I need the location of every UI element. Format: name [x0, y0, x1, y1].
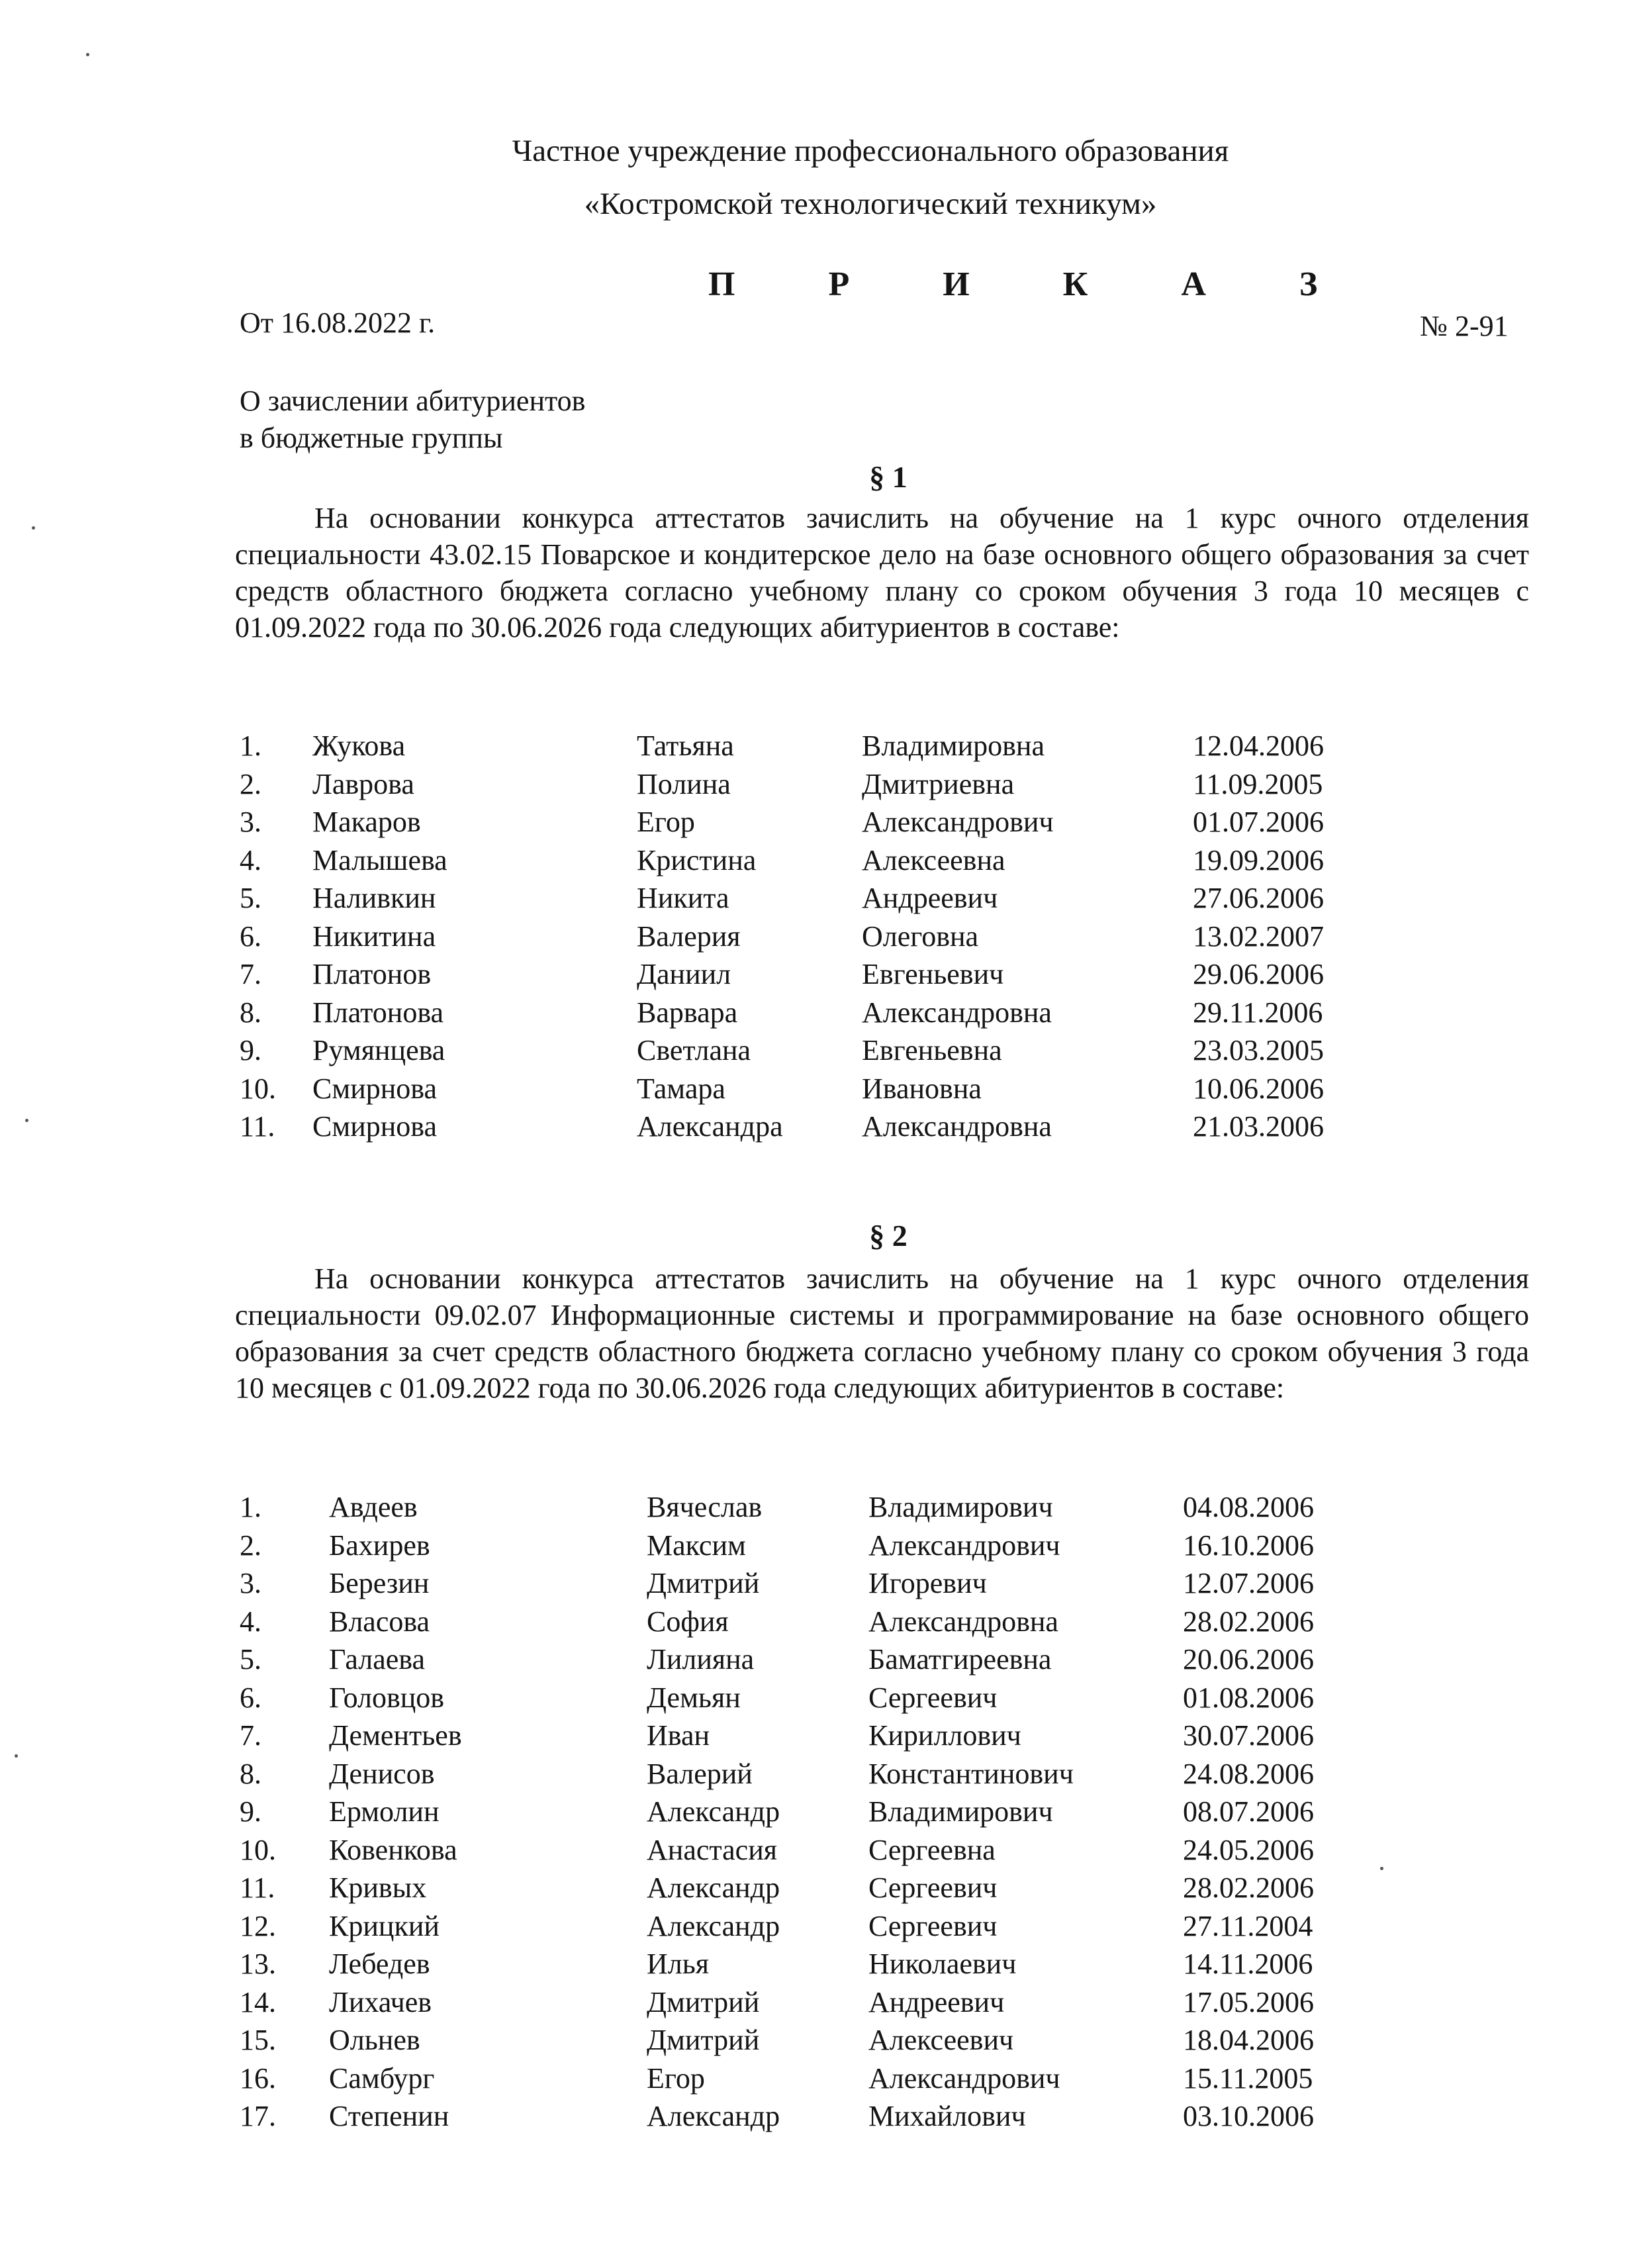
patronymic: Константинович — [868, 1757, 1074, 1790]
subject-line1: О зачислении абитуриентов — [240, 385, 586, 417]
table-row — [240, 1983, 1348, 2022]
first-name: Егор — [647, 2061, 705, 2095]
row-number: 7. — [240, 1719, 261, 1752]
last-name: Макаров — [312, 806, 421, 838]
order-number: № 2-91 — [1420, 310, 1509, 342]
table-row — [240, 765, 1358, 804]
patronymic: Кириллович — [868, 1719, 1021, 1752]
table-row — [240, 1869, 1348, 1907]
row-number: 1. — [240, 1491, 261, 1523]
subject-line2: в бюджетные группы — [240, 422, 503, 454]
patronymic: Дмитриевна — [862, 767, 1015, 800]
last-name: Авдеев — [329, 1491, 418, 1523]
first-name: Александр — [647, 2100, 780, 2132]
row-number: 16. — [240, 2061, 276, 2095]
document-title: П Р И К А З — [708, 265, 1360, 303]
birth-date: 29.06.2006 — [1193, 958, 1324, 990]
table-row — [240, 1108, 1358, 1146]
last-name: Жукова — [312, 730, 406, 762]
row-number: 15. — [240, 2024, 276, 2056]
birth-date: 30.07.2006 — [1183, 1719, 1314, 1752]
row-number: 7. — [240, 958, 261, 990]
birth-date: 24.08.2006 — [1183, 1757, 1314, 1790]
row-number: 13. — [240, 1948, 276, 1980]
birth-date: 27.11.2004 — [1183, 1909, 1313, 1942]
birth-date: 13.02.2007 — [1193, 920, 1324, 953]
table-row — [240, 1031, 1358, 1070]
scan-speck — [25, 1119, 28, 1122]
scan-speck — [32, 526, 35, 530]
birth-date: 18.04.2006 — [1183, 2024, 1314, 2056]
birth-date: 04.08.2006 — [1183, 1491, 1314, 1523]
table-row — [240, 1640, 1348, 1679]
last-name: Платонов — [312, 958, 432, 990]
patronymic: Сергеевна — [868, 1833, 996, 1866]
table-row — [240, 1717, 1348, 1755]
last-name: Самбург — [329, 2061, 435, 2095]
table-row — [240, 1831, 1348, 1869]
first-name: Валерия — [637, 920, 741, 953]
section2-heading: § 2 — [869, 1219, 908, 1252]
row-number: 6. — [240, 920, 261, 953]
last-name: Румянцева — [312, 1034, 445, 1066]
birth-date: 24.05.2006 — [1183, 1833, 1314, 1866]
patronymic: Владимирович — [868, 1795, 1053, 1828]
first-name: Александр — [647, 1909, 780, 1942]
last-name: Власова — [329, 1605, 430, 1638]
table-row — [240, 1488, 1348, 1527]
first-name: Татьяна — [637, 730, 734, 762]
last-name: Смирнова — [312, 1072, 438, 1105]
last-name: Малышева — [312, 843, 447, 876]
patronymic: Андреевич — [862, 882, 998, 914]
table-row — [240, 1755, 1348, 1793]
section1-text: На основании конкурса аттестатов зачислить на обучение на 1 курс очного отделения специальности 43.02.15 Поварское и кондитерское дело на базе основного общего образования за счет средств областного бюджета согласно учебному плану со сроком обучения 3 года 10 месяцев с 01.09.2022 года по 30.06.2026 года следующих абитуриентов в составе: — [235, 502, 1529, 643]
row-number: 4. — [240, 843, 261, 876]
birth-date: 12.07.2006 — [1183, 1567, 1314, 1599]
row-number: 10. — [240, 1072, 276, 1105]
patronymic: Сергеевич — [868, 1871, 998, 1904]
table-row — [240, 841, 1358, 880]
table-row — [240, 803, 1358, 841]
table-row — [240, 994, 1358, 1032]
patronymic: Баматгиреевна — [868, 1643, 1052, 1676]
first-name: Валерий — [647, 1757, 753, 1790]
table-row — [240, 879, 1358, 918]
last-name: Лебедев — [329, 1948, 430, 1980]
section2-student-list — [240, 1488, 1348, 2136]
first-name: Александра — [637, 1110, 783, 1143]
birth-date: 01.07.2006 — [1193, 806, 1324, 838]
row-number: 6. — [240, 1681, 261, 1714]
patronymic: Олеговна — [862, 920, 979, 953]
first-name: Александр — [647, 1795, 780, 1828]
table-row — [240, 1907, 1348, 1946]
row-number: 5. — [240, 1643, 261, 1676]
row-number: 4. — [240, 1605, 261, 1638]
last-name: Бахирев — [329, 1529, 430, 1562]
patronymic: Сергеевич — [868, 1909, 998, 1942]
birth-date: 27.06.2006 — [1193, 882, 1324, 914]
table-row — [240, 1527, 1348, 1565]
birth-date: 23.03.2005 — [1193, 1034, 1324, 1066]
table-row — [240, 727, 1358, 765]
patronymic: Александрович — [862, 806, 1054, 838]
birth-date: 14.11.2006 — [1183, 1948, 1313, 1980]
order-subject — [240, 383, 585, 457]
birth-date: 28.02.2006 — [1183, 1605, 1314, 1638]
patronymic: Евгеньевич — [862, 958, 1004, 990]
last-name: Ермолин — [329, 1795, 440, 1828]
table-row — [240, 955, 1358, 994]
patronymic: Михайлович — [868, 2100, 1026, 2132]
birth-date: 21.03.2006 — [1193, 1110, 1324, 1143]
row-number: 2. — [240, 767, 261, 800]
last-name: Лаврова — [312, 767, 414, 800]
patronymic: Владимирович — [868, 1491, 1053, 1523]
last-name: Дементьев — [329, 1719, 462, 1752]
table-row — [240, 1679, 1348, 1717]
last-name: Денисов — [329, 1757, 435, 1790]
birth-date: 10.06.2006 — [1193, 1072, 1324, 1105]
section1-heading: § 1 — [869, 460, 908, 494]
last-name: Никитина — [312, 920, 436, 953]
row-number: 1. — [240, 730, 261, 762]
last-name: Головцов — [329, 1681, 445, 1714]
first-name: Максим — [647, 1529, 746, 1562]
table-row — [240, 1945, 1348, 1983]
scan-speck — [1380, 1867, 1383, 1870]
table-row — [240, 1793, 1348, 1831]
patronymic: Владимировна — [862, 730, 1045, 762]
last-name: Ольнев — [329, 2024, 420, 2056]
table-row — [240, 1070, 1358, 1108]
patronymic: Александрович — [868, 2061, 1060, 2095]
first-name: Светлана — [637, 1034, 751, 1066]
birth-date: 16.10.2006 — [1183, 1529, 1314, 1562]
row-number: 10. — [240, 1833, 276, 1866]
patronymic: Ивановна — [862, 1072, 982, 1105]
first-name: Дмитрий — [647, 1985, 760, 2018]
section2-text: На основании конкурса аттестатов зачислить на обучение на 1 курс очного отделения специальности 09.02.07 Информационные системы и программирование на базе основного общего образования за счет средств областного бюджета согласно учебному плану со сроком обучения 3 года 10 месяцев с 01.09.2022 года по 30.06.2026 года следующих абитуриентов в составе: — [235, 1262, 1529, 1404]
section1-student-list — [240, 727, 1358, 1146]
row-number: 9. — [240, 1795, 261, 1828]
first-name: Иван — [647, 1719, 710, 1752]
row-number: 3. — [240, 1567, 261, 1599]
patronymic: Сергеевич — [868, 1681, 998, 1714]
table-row — [240, 918, 1358, 956]
first-name: Егор — [637, 806, 695, 838]
table-row — [240, 2097, 1348, 2136]
last-name: Галаева — [329, 1643, 425, 1676]
birth-date: 08.07.2006 — [1183, 1795, 1314, 1828]
first-name: Дмитрий — [647, 1567, 760, 1599]
scan-speck — [86, 53, 89, 56]
first-name: Никита — [637, 882, 729, 914]
patronymic: Андреевич — [868, 1985, 1005, 2018]
table-row — [240, 1603, 1348, 1641]
last-name: Березин — [329, 1567, 430, 1599]
birth-date: 15.11.2005 — [1183, 2061, 1313, 2095]
first-name: Тамара — [637, 1072, 725, 1105]
last-name: Лихачев — [329, 1985, 432, 2018]
birth-date: 01.08.2006 — [1183, 1681, 1314, 1714]
first-name: Анастасия — [647, 1833, 777, 1866]
last-name: Кривых — [329, 1871, 427, 1904]
organization-name-line2: «Костромской технологический техникум» — [584, 187, 1157, 221]
last-name: Смирнова — [312, 1110, 438, 1143]
last-name: Платонова — [312, 996, 444, 1029]
first-name: Вячеслав — [647, 1491, 763, 1523]
birth-date: 28.02.2006 — [1183, 1871, 1314, 1904]
birth-date: 11.09.2005 — [1193, 767, 1323, 800]
organization-name-line1: Частное учреждение профессионального образования — [512, 134, 1229, 168]
last-name: Ковенкова — [329, 1833, 457, 1866]
patronymic: Николаевич — [868, 1948, 1017, 1980]
birth-date: 29.11.2006 — [1193, 996, 1323, 1029]
first-name: Варвара — [637, 996, 738, 1029]
row-number: 11. — [240, 1871, 275, 1904]
table-row — [240, 2059, 1348, 2098]
row-number: 14. — [240, 1985, 276, 2018]
order-date: От 16.08.2022 г. — [240, 307, 436, 339]
birth-date: 03.10.2006 — [1183, 2100, 1314, 2132]
patronymic: Александровна — [862, 1110, 1052, 1143]
first-name: Кристина — [637, 843, 757, 876]
patronymic: Александровна — [862, 996, 1052, 1029]
row-number: 17. — [240, 2100, 276, 2132]
row-number: 8. — [240, 1757, 261, 1790]
patronymic: Алексеевич — [868, 2024, 1014, 2056]
patronymic: Игоревич — [868, 1567, 987, 1599]
patronymic: Александрович — [868, 1529, 1060, 1562]
patronymic: Евгеньевна — [862, 1034, 1002, 1066]
first-name: София — [647, 1605, 729, 1638]
scan-speck — [15, 1754, 18, 1758]
row-number: 8. — [240, 996, 261, 1029]
birth-date: 17.05.2006 — [1183, 1985, 1314, 2018]
first-name: Илья — [647, 1948, 710, 1980]
first-name: Дмитрий — [647, 2024, 760, 2056]
row-number: 5. — [240, 882, 261, 914]
last-name: Крицкий — [329, 1909, 440, 1942]
birth-date: 12.04.2006 — [1193, 730, 1324, 762]
row-number: 12. — [240, 1909, 276, 1942]
row-number: 9. — [240, 1034, 261, 1066]
first-name: Полина — [637, 767, 731, 800]
patronymic: Александровна — [868, 1605, 1058, 1638]
row-number: 2. — [240, 1529, 261, 1562]
row-number: 3. — [240, 806, 261, 838]
row-number: 11. — [240, 1110, 275, 1143]
table-row — [240, 2021, 1348, 2059]
first-name: Лилияна — [647, 1643, 755, 1676]
first-name: Даниил — [637, 958, 731, 990]
birth-date: 19.09.2006 — [1193, 843, 1324, 876]
last-name: Степенин — [329, 2100, 449, 2132]
patronymic: Алексеевна — [862, 843, 1005, 876]
first-name: Александр — [647, 1871, 780, 1904]
last-name: Наливкин — [312, 882, 436, 914]
table-row — [240, 1564, 1348, 1603]
birth-date: 20.06.2006 — [1183, 1643, 1314, 1676]
first-name: Демьян — [647, 1681, 741, 1714]
